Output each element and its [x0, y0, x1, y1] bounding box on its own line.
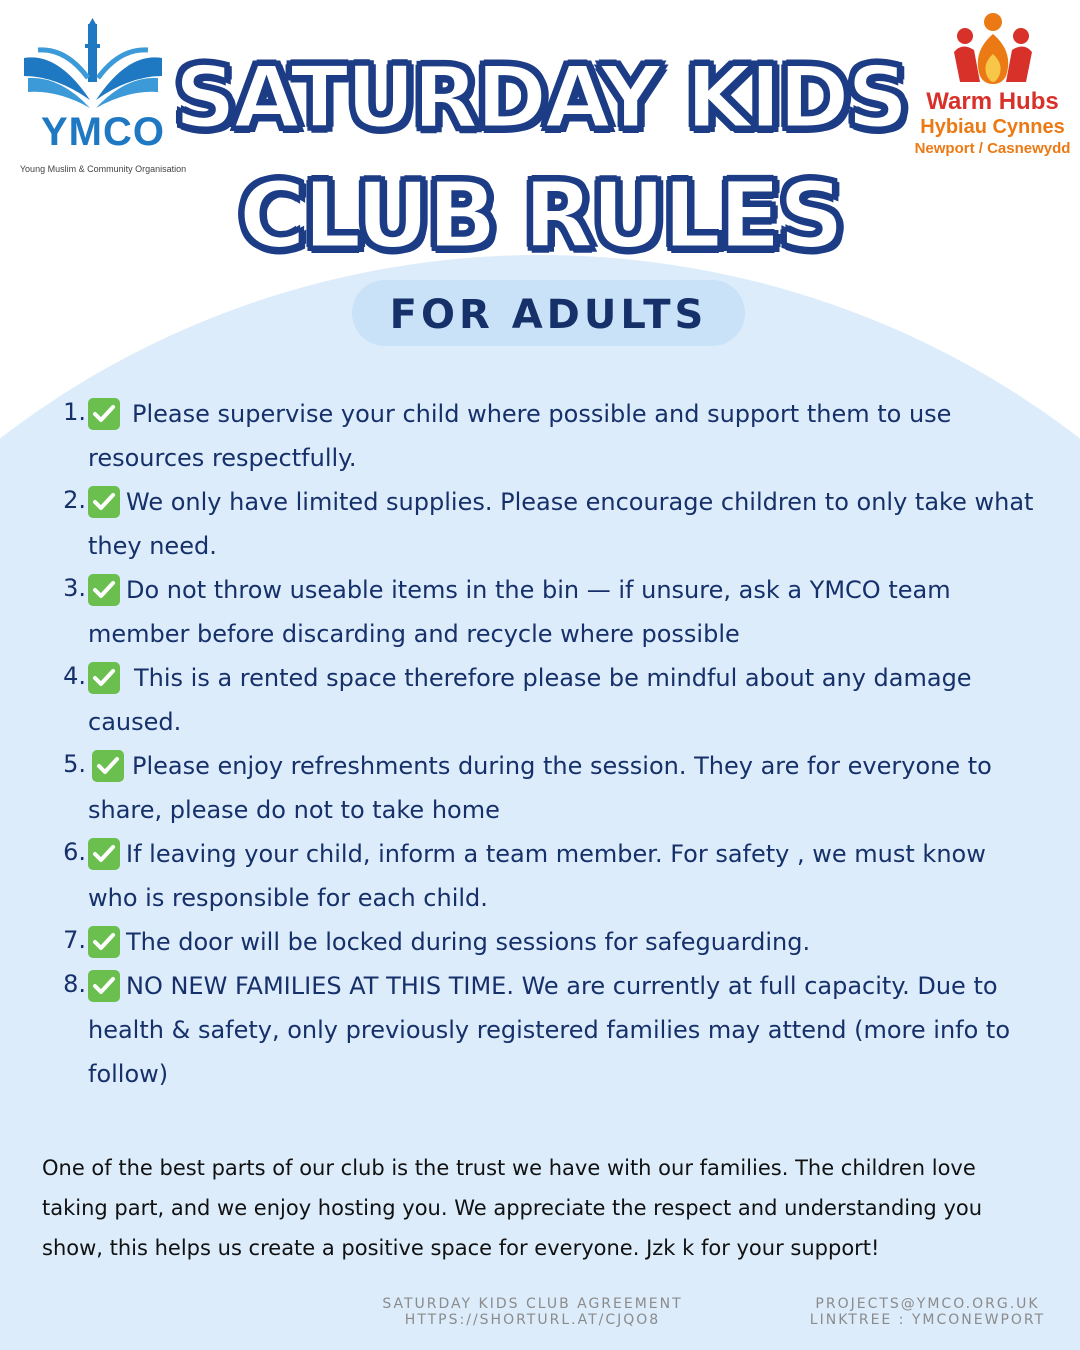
warm-hubs-name: Warm Hubs — [926, 88, 1059, 115]
rule-number: 1. — [63, 398, 86, 426]
warm-hubs-logo — [910, 12, 1075, 162]
ymco-name: YMCO — [41, 110, 165, 154]
footer-agreement-title: SATURDAY KIDS CLUB AGREEMENT — [382, 1296, 683, 1312]
title-line-2: CLUB RULES — [238, 162, 842, 269]
rule-text: This is a rented space therefore please be mindful about any damage caused. — [88, 664, 972, 736]
footer-linktree[interactable]: LINKTREE : YMCONEWPORT — [809, 1312, 1046, 1328]
rule-text: The door will be locked during sessions for safeguarding. — [126, 928, 811, 956]
ymco-book-icon — [18, 18, 168, 118]
rule-number: 8. — [63, 970, 86, 998]
rule-number: 6. — [63, 838, 86, 866]
rule-text: NO NEW FAMILIES AT THIS TIME. We are currently at full capacity. Due to health & safety, only previously registered families may attend (more info to follow) — [88, 972, 1011, 1088]
footer-agreement — [360, 1296, 705, 1328]
rule-text: Do not throw useable items in the bin — if unsure, ask a YMCO team member before discarding and recycle where possible — [88, 576, 951, 648]
closing-paragraph: One of the best parts of our club is the trust we have with our families. The children love taking part, and we enjoy hosting you. We appreciate the respect and understanding you show, this helps us create a positive space for everyone. Jzk k for your support! — [42, 1156, 983, 1260]
rule-text: If leaving your child, inform a team member. For safety , we must know who is responsible for each child. — [88, 840, 986, 912]
footer-email[interactable]: PROJECTS@YMCO.ORG.UK — [815, 1296, 1040, 1312]
footer-agreement-link[interactable]: HTTPS://SHORTURL.AT/CJQO8 — [404, 1312, 661, 1328]
ymco-tagline: Young Muslim & Community Organisation — [19, 164, 187, 174]
subtitle-text: FOR ADULTS — [389, 292, 708, 338]
rule-number: 5. — [63, 750, 86, 778]
warm-hubs-location: Newport / Casnewydd — [914, 140, 1071, 157]
footer-contact — [795, 1296, 1060, 1328]
rule-number: 4. — [63, 662, 86, 690]
subtitle-pill — [352, 280, 745, 346]
rule-text: We only have limited supplies. Please encourage children to only take what they need. — [88, 488, 1034, 560]
title-line-1: SATURDAY KIDS — [174, 48, 906, 148]
rule-number: 3. — [63, 574, 86, 602]
warm-hubs-welsh-name: Hybiau Cynnes — [920, 116, 1065, 138]
rule-number: 2. — [63, 486, 86, 514]
rule-number: 7. — [63, 926, 86, 954]
rule-text: Please enjoy refreshments during the session. They are for everyone to share, please do not to take home — [88, 752, 992, 824]
rule-text: Please supervise your child where possible and support them to use resources respectfully. — [88, 400, 952, 472]
ymco-logo — [18, 18, 187, 174]
warm-hubs-flame-icon — [950, 12, 1036, 86]
